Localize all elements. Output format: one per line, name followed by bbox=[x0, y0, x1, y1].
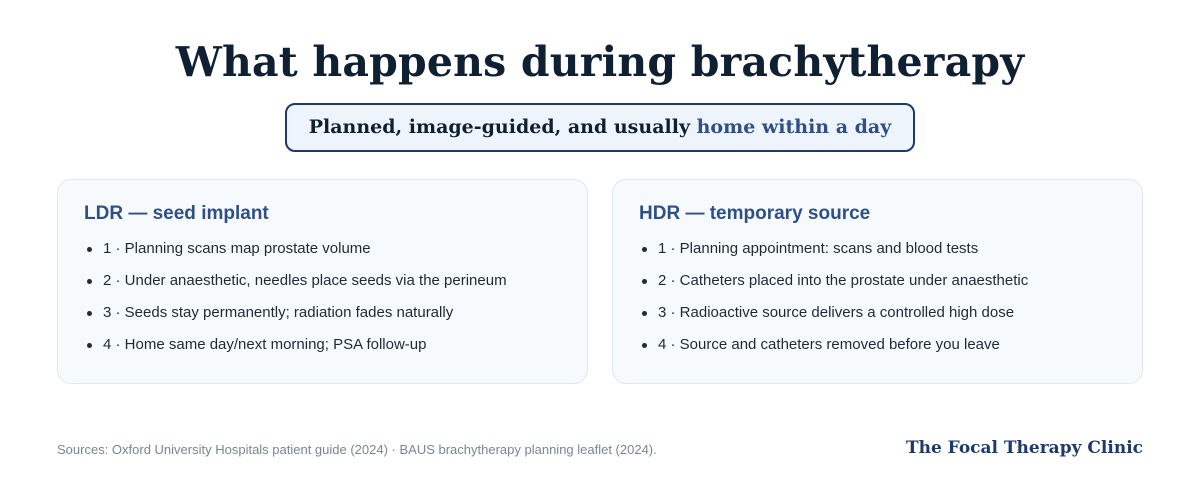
list-item: 3 · Seeds stay permanently; radiation fades naturally bbox=[84, 304, 561, 322]
sources-note: Sources: Oxford University Hospitals patient guide (2024) · BAUS brachytherapy planning leaflet (2024). bbox=[57, 442, 657, 457]
ldr-card-title: LDR — seed implant bbox=[84, 203, 269, 224]
list-item: 3 · Radioactive source delivers a controlled high dose bbox=[639, 304, 1116, 322]
list-item: 1 · Planning appointment: scans and blood tests bbox=[639, 240, 1116, 258]
list-item: 1 · Planning scans map prostate volume bbox=[84, 240, 561, 258]
ldr-card bbox=[57, 179, 588, 384]
list-item: 2 · Catheters placed into the prostate under anaesthetic bbox=[639, 272, 1116, 290]
hdr-steps-list bbox=[639, 240, 1116, 354]
list-item: 4 · Home same day/next morning; PSA follow-up bbox=[84, 336, 561, 354]
page-title: What happens during brachytherapy bbox=[175, 38, 1025, 86]
subtitle-highlight: home within a day bbox=[696, 116, 892, 138]
list-item: 2 · Under anaesthetic, needles place seeds via the perineum bbox=[84, 272, 561, 290]
subtitle-banner bbox=[285, 103, 916, 152]
ldr-steps-list bbox=[84, 240, 561, 354]
subtitle-prefix: Planned, image-guided, and usually bbox=[308, 116, 697, 138]
hdr-card-title: HDR — temporary source bbox=[639, 203, 871, 224]
subtitle-banner-wrap bbox=[0, 103, 1200, 152]
brand-name: The Focal Therapy Clinic bbox=[905, 438, 1143, 458]
hdr-card bbox=[612, 179, 1143, 384]
list-item: 4 · Source and catheters removed before you leave bbox=[639, 336, 1116, 354]
